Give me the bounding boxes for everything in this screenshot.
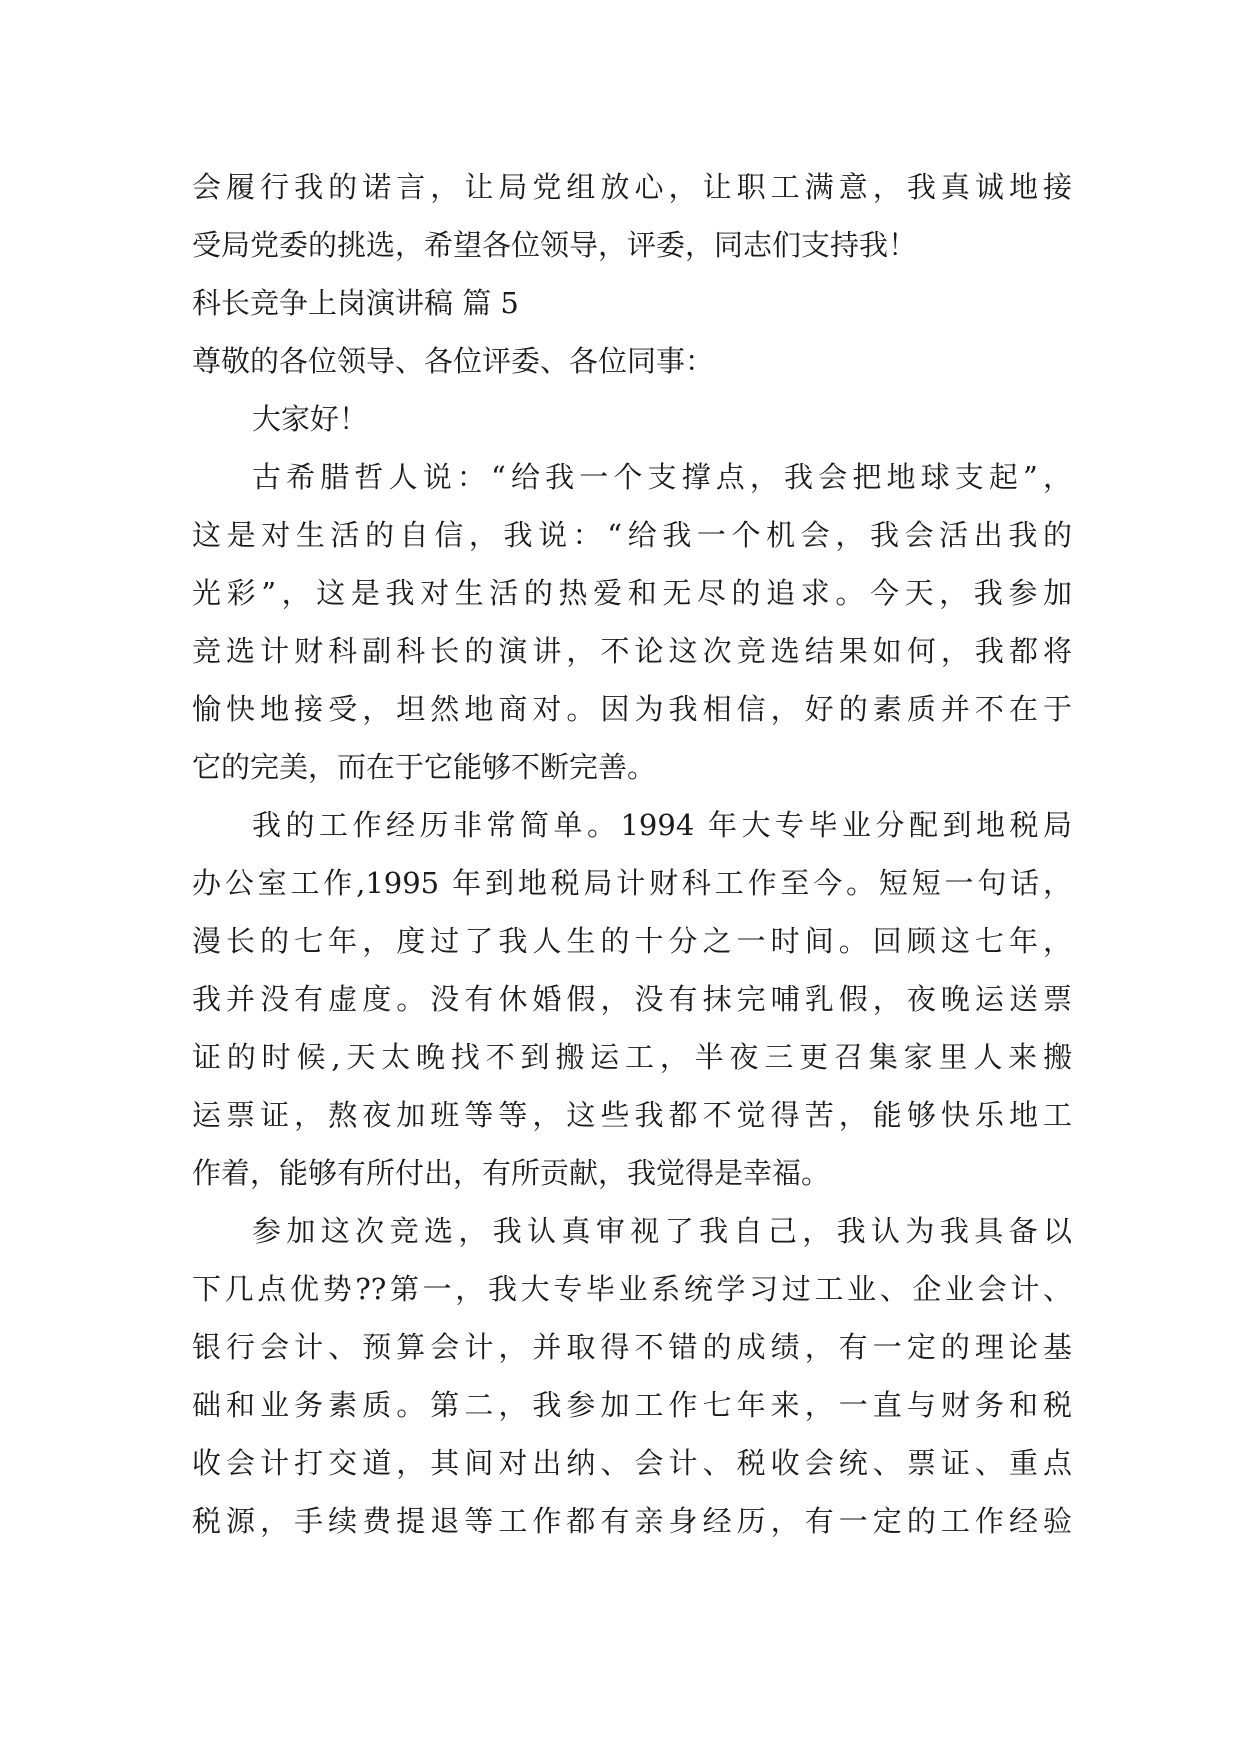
salutation: 尊敬的各位领导、各位评委、各位同事：	[192, 344, 715, 378]
text-line: 这是对生活的自信，我说：“给我一个机会，我会活出我的	[192, 518, 1072, 552]
text-line: 办公室工作,1995 年到地税局计财科工作至今。短短一句话，	[192, 866, 1072, 900]
greeting: 大家好！	[252, 402, 369, 436]
text-line: 光彩”，这是我对生活的热爱和无尽的追求。今天，我参加	[192, 576, 1072, 610]
text-line: 我并没有虚度。没有休婚假，没有抹完哺乳假，夜晚运送票	[192, 982, 1072, 1016]
text-line: 税源，手续费提退等工作都有亲身经历，有一定的工作经验	[192, 1504, 1072, 1538]
text-line: 银行会计、预算会计，并取得不错的成绩，有一定的理论基	[192, 1330, 1072, 1364]
text-line: 我的工作经历非常简单。1994 年大专毕业分配到地税局	[252, 808, 1072, 842]
text-line: 愉快地接受，坦然地商对。因为我相信，好的素质并不在于	[192, 692, 1072, 726]
text-line: 参加这次竞选，我认真审视了我自己，我认为我具备以	[252, 1214, 1072, 1248]
text-line: 会履行我的诺言，让局党组放心，让职工满意，我真诚地接	[192, 170, 1072, 204]
text-line: 古希腊哲人说：“给我一个支撑点，我会把地球支起”，	[252, 460, 1072, 494]
body-text	[192, 158, 1072, 1550]
text-line: 运票证，熬夜加班等等，这些我都不觉得苦，能够快乐地工	[192, 1098, 1072, 1132]
text-line: 础和业务素质。第二，我参加工作七年来，一直与财务和税	[192, 1388, 1072, 1422]
text-line: 下几点优势??第一，我大专毕业系统学习过工业、企业会计、	[192, 1272, 1072, 1306]
text-line: 它的完美，而在于它能够不断完善。	[192, 750, 657, 784]
text-line: 收会计打交道，其间对出纳、会计、税收会统、票证、重点	[192, 1446, 1072, 1480]
text-line: 受局党委的挑选，希望各位领导，评委，同志们支持我！	[192, 228, 918, 262]
text-line: 漫长的七年，度过了我人生的十分之一时间。回顾这七年，	[192, 924, 1072, 958]
text-line: 作着，能够有所付出，有所贡献，我觉得是幸福。	[192, 1156, 831, 1190]
section-heading: 科长竞争上岗演讲稿 篇 5	[192, 286, 519, 320]
text-line: 竞选计财科副科长的演讲，不论这次竞选结果如何，我都将	[192, 634, 1072, 668]
text-line: 证的时候,天太晚找不到搬运工，半夜三更召集家里人来搬	[192, 1040, 1072, 1074]
